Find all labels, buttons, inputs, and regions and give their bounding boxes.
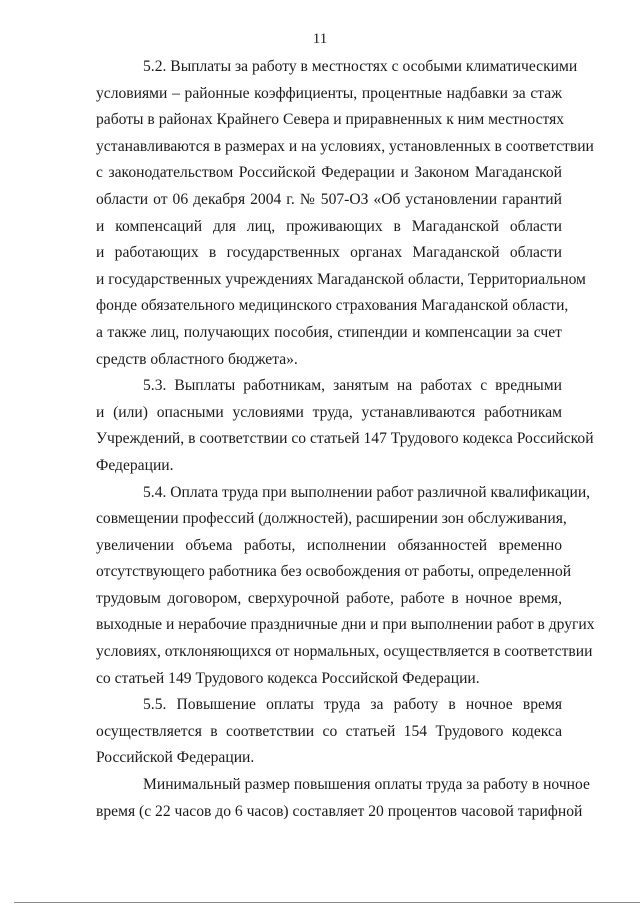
text-line: совмещении профессий (должностей), расширении зон обслуживания, (96, 510, 567, 528)
text-line: работы в районах Крайнего Севера и приравненных к ним местностях (96, 111, 565, 129)
text-line: время (с 22 часов до 6 часов) составляет 20 процентов часовой тарифной (96, 802, 583, 820)
text-line: Минимальный размер повышения оплаты труда за работу в ночное (143, 776, 590, 794)
text-line: и государственных учреждениях Магаданской области, Территориальном (96, 270, 586, 288)
text-line: а также лиц, получающих пособия, стипендии и компенсации за счет (96, 323, 562, 341)
text-line: области от 06 декабря 2004 г. № 507-ОЗ «Об установлении гарантий (96, 190, 562, 208)
text-line: осуществляется в соответствии со статьей 154 Трудового кодекса (96, 722, 562, 740)
text-line: и работающих в государственных органах Магаданской области (96, 244, 562, 262)
paragraph-5-2 (96, 54, 594, 373)
paragraph-5-4 (96, 480, 595, 693)
text-line: устанавливаются в размерах и на условиях, установленных в соответствии (96, 137, 594, 155)
paragraph-5-3 (96, 373, 594, 479)
text-line: отсутствующего работника без освобождения от работы, определенной (96, 563, 572, 581)
text-line: 5.5. Повышение оплаты труда за работу в ночное время (143, 696, 562, 714)
text-line: Федерации. (96, 456, 174, 474)
paragraph-5-5 (96, 692, 562, 772)
text-line: средств областного бюджета». (96, 350, 298, 368)
text-line: со статьей 149 Трудового кодекса Российской Федерации. (96, 669, 480, 687)
text-line: увеличении объема работы, исполнении обязанностей временно (96, 536, 562, 554)
text-line: и (или) опасными условиями труда, устанавливаются работникам (96, 403, 562, 421)
text-line: выходные и нерабочие праздничные дни и при выполнении работ в других (96, 616, 595, 634)
document-body (96, 54, 595, 825)
text-line: 5.4. Оплата труда при выполнении работ различной квалификации, (143, 483, 591, 501)
text-line: 5.2. Выплаты за работу в местностях с особыми климатическими (143, 58, 578, 75)
text-line: 5.3. Выплаты работникам, занятым на работах с вредными (143, 377, 562, 395)
page-bottom-rule (14, 902, 640, 903)
text-line: Учреждений, в соответствии со статьей 147 Трудового кодекса Российской (96, 430, 594, 448)
text-line: Российской Федерации. (96, 749, 255, 767)
page-number: 11 (312, 31, 328, 47)
text-line: условиях, отклоняющихся от нормальных, осуществляется в соответствии (96, 643, 593, 661)
text-line: трудовым договором, сверхурочной работе, работе в ночное время, (96, 589, 562, 607)
paragraph-night-work (96, 772, 590, 825)
text-line: с законодательством Российской Федерации и Законом Магаданской (96, 164, 562, 182)
text-line: условиями – районные коэффициенты, процентные надбавки за стаж (96, 84, 562, 102)
text-line: и компенсаций для лиц, проживающих в Магаданской области (96, 217, 562, 235)
text-line: фонде обязательного медицинского страхования Магаданской области, (96, 297, 569, 315)
